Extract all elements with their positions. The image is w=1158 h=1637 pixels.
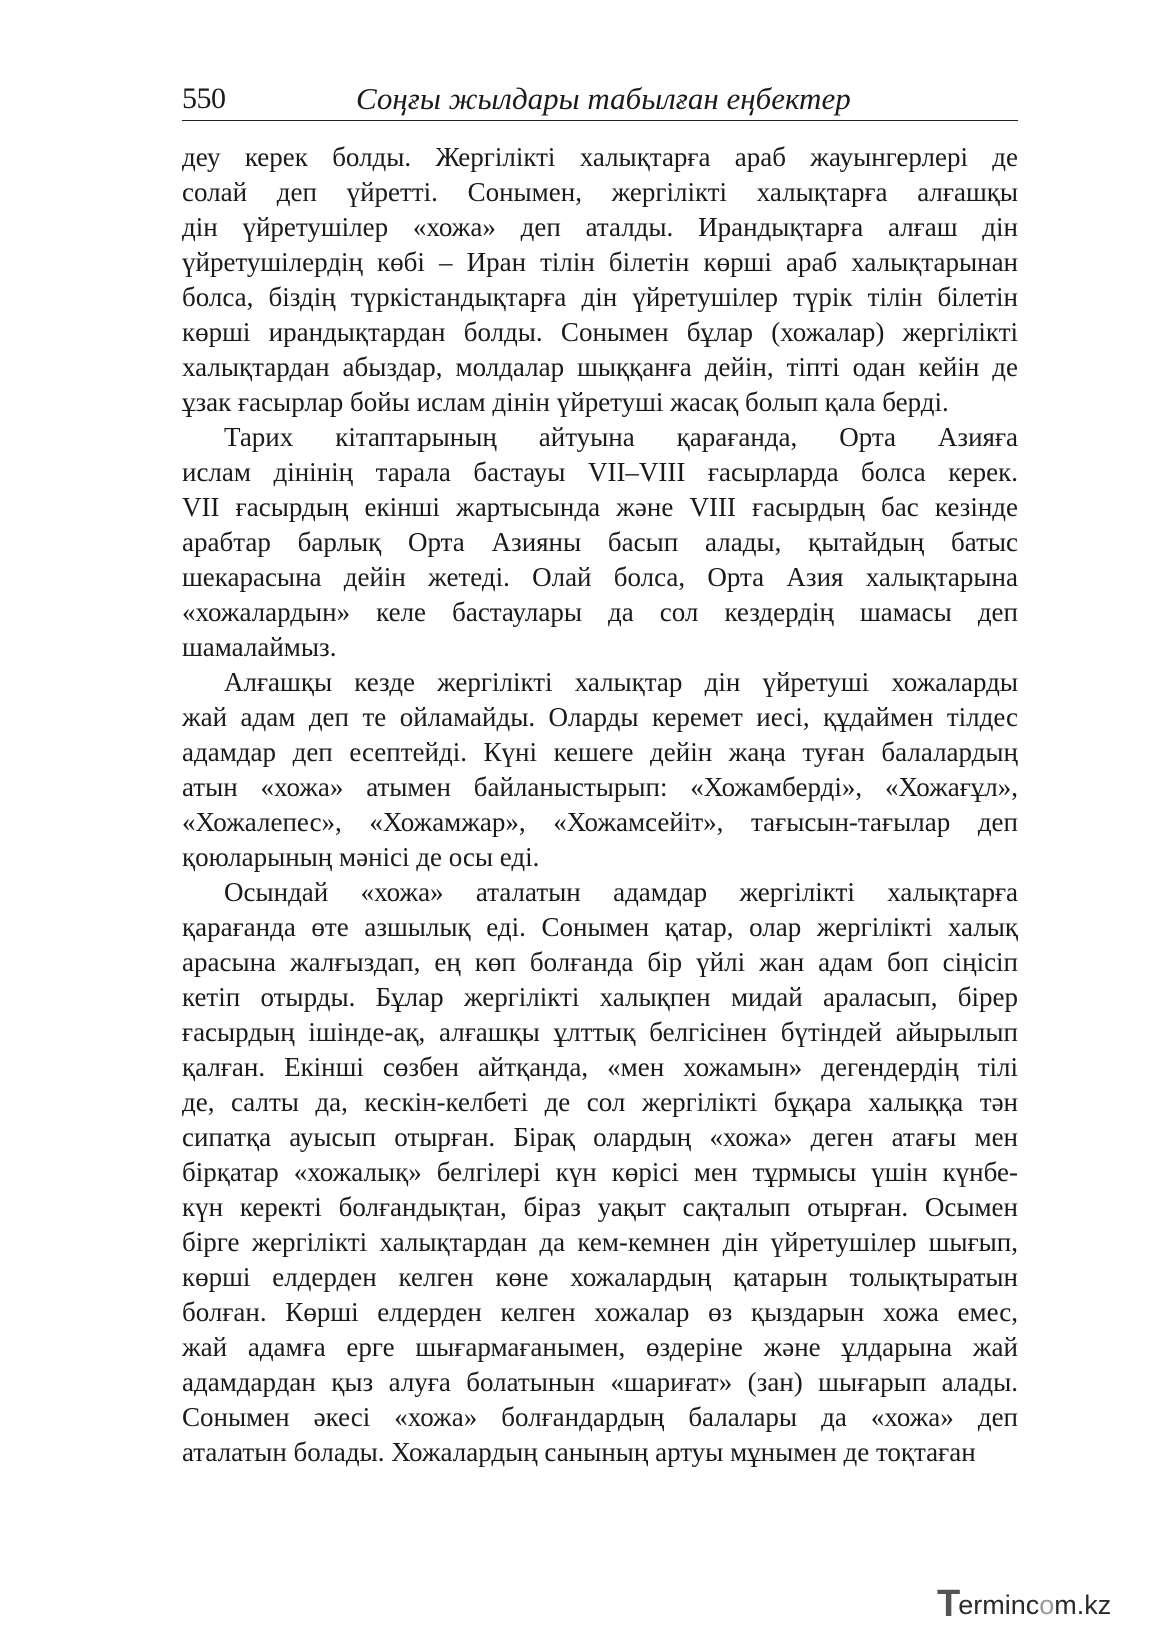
running-title: Соңғы жылдары табылған еңбектер bbox=[356, 81, 851, 116]
text-line: Осындай «хожа» аталатын адамдар жергілікті халықтарға bbox=[224, 877, 1018, 907]
text-line: де, салты да, кескін-келбеті де сол жергілікті бұқара халыққа тән bbox=[182, 1087, 1018, 1117]
text-line: атын «хожа» атымен байланыстырып: «Хожамберді», «Хожағұл», bbox=[182, 772, 1018, 802]
text-line: болса, біздің түркістандықтарға дін үйретушілер түрік тілін білетін bbox=[182, 282, 1018, 312]
text-line: кетіп отырды. Бұлар жергілікті халықпен мидай араласып, бірер bbox=[182, 982, 1018, 1012]
watermark-t-letter: T bbox=[937, 1583, 961, 1625]
text-line: күн керекті болғандықтан, біраз уақыт сақталып отырған. Осымен bbox=[182, 1192, 1018, 1222]
text-line: көрші елдерден келген көне хожалардың қатарын толықтыратын bbox=[182, 1262, 1018, 1292]
text-line: қарағанда өте азшылық еді. Сонымен қатар, олар жергілікті халық bbox=[182, 912, 1018, 942]
text-line: қоюларының мәнісі де осы еді. bbox=[182, 842, 540, 872]
termincom-watermark-logo bbox=[937, 1584, 1111, 1624]
text-line: жай адамға ерге шығармағанымен, өздеріне және ұлдарына жай bbox=[182, 1332, 1018, 1362]
text-line: деу керек болды. Жергілікті халықтарға араб жауынгерлері де bbox=[182, 142, 1018, 172]
text-line: көрші ирандықтардан болды. Сонымен бұлар (хожалар) жергілікті bbox=[182, 317, 1018, 347]
text-line: бірге жергілікті халықтардан да кем-кемнен дін үйретушілер шығып, bbox=[182, 1227, 1018, 1257]
text-line: арабтар барлық Орта Азияны басып алады, қытайдың батыс bbox=[182, 527, 1018, 557]
text-line: ислам дінінің тарала бастауы VII–VIII ғасырларда болса керек. bbox=[182, 457, 1018, 487]
text-line: бірқатар «хожалық» белгілері күн көрісі мен тұрмысы үшін күнбе- bbox=[182, 1157, 1018, 1187]
text-line: адамдардан қыз алуға болатынын «шариғат» (зан) шығарып алады. bbox=[182, 1367, 1018, 1397]
text-line: болған. Көрші елдерден келген хожалар өз қыздарын хожа емес, bbox=[182, 1297, 1018, 1327]
watermark-text-2: m.kz bbox=[1054, 1590, 1112, 1620]
text-line: солай деп үйретті. Сонымен, жергілікті халықтарға алғашқы bbox=[182, 177, 1018, 207]
text-line: халықтардан абыздар, молдалар шыққанға дейін, тіпті одан кейін де bbox=[182, 352, 1018, 382]
text-line: шамалаймыз. bbox=[182, 632, 337, 662]
paragraph bbox=[182, 665, 1018, 875]
text-line: Тарих кітаптарының айтуына қарағанда, Орта Азияға bbox=[224, 422, 1018, 452]
paragraph bbox=[182, 140, 1018, 420]
text-line: «хожалардын» келе бастаулары да сол кездердің шамасы деп bbox=[182, 597, 1018, 627]
text-line: үйретушілердің көбі – Иран тілін білетін көрші араб халықтарынан bbox=[182, 247, 1018, 277]
text-line: сипатқа ауысып отырған. Бірақ олардың «хожа» деген атағы мен bbox=[182, 1122, 1018, 1152]
text-line: «Хожалепес», «Хожамжар», «Хожамсейіт», тағысын-тағылар деп bbox=[182, 807, 1018, 837]
text-line: адамдар деп есептейді. Күні кешеге дейін жаңа туған балалардың bbox=[182, 737, 1018, 767]
text-line: Алғашқы кезде жергілікті халықтар дін үйретуші хожаларды bbox=[224, 667, 1018, 697]
watermark-text-1: erminc bbox=[958, 1590, 1040, 1620]
text-line: ұзак ғасырлар бойы ислам дінін үйретуші жасақ болып қала берді. bbox=[182, 387, 949, 417]
body-text bbox=[182, 140, 1018, 1470]
text-line: Сонымен әкесі «хожа» болғандардың балалары да «хожа» деп bbox=[182, 1402, 1018, 1432]
text-line: дін үйретушілер «хожа» деп аталды. Ирандықтарға алғаш дін bbox=[182, 212, 1018, 242]
text-line: ғасырдың ішінде-ақ, алғашқы ұлттық белгісінен бүтіндей айырылып bbox=[182, 1017, 1018, 1047]
running-header bbox=[182, 78, 1018, 121]
text-line: шекарасына дейін жетеді. Олай болса, Орта Азия халықтарына bbox=[182, 562, 1018, 592]
text-line: қалған. Екінші сөзбен айтқанда, «мен хожамын» дегендердің тілі bbox=[182, 1052, 1018, 1082]
text-line: арасына жалғыздап, ең көп болғанда бір үйлі жан адам боп сіңісіп bbox=[182, 947, 1018, 977]
page-number: 550 bbox=[182, 82, 226, 115]
paragraph bbox=[182, 420, 1018, 665]
text-line: аталатын болады. Хожалардың санының артуы мұнымен де тоқтаған bbox=[182, 1437, 976, 1467]
paragraph bbox=[182, 875, 1018, 1470]
watermark-magnifier-o: o bbox=[1039, 1590, 1055, 1620]
text-line: жай адам деп те ойламайды. Оларды керемет иесі, құдаймен тілдес bbox=[182, 702, 1018, 732]
text-line: VII ғасырдың екінші жартысында және VIII ғасырдың бас кезінде bbox=[182, 492, 1018, 522]
